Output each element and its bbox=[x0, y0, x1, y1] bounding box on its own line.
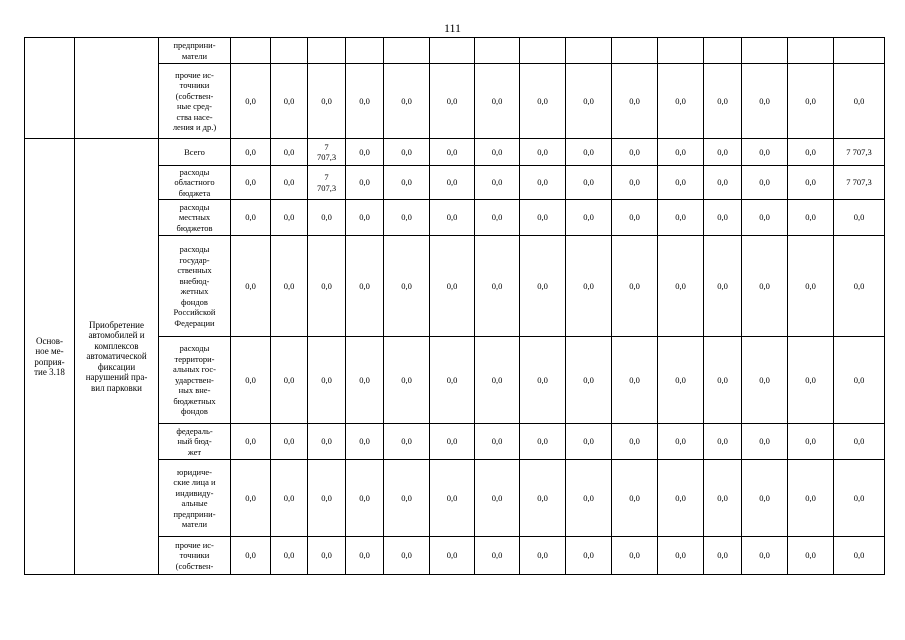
value-cell: 0,0 bbox=[742, 139, 788, 166]
value-cell: 0,0 bbox=[520, 166, 566, 200]
value-cell: 0,0 bbox=[742, 166, 788, 200]
value-cell: 0,0 bbox=[520, 64, 566, 139]
funding-source-cell: расходы местных бюджетов bbox=[159, 200, 231, 236]
value-cell: 0,0 bbox=[520, 139, 566, 166]
table-row bbox=[25, 139, 885, 166]
value-cell: 0,0 bbox=[520, 460, 566, 537]
value-cell: 0,0 bbox=[271, 337, 308, 424]
value-cell: 0,0 bbox=[520, 337, 566, 424]
value-cell: 0,0 bbox=[704, 537, 742, 575]
value-cell: 0,0 bbox=[834, 236, 885, 337]
value-cell bbox=[308, 38, 346, 64]
value-cell: 0,0 bbox=[384, 64, 430, 139]
value-cell: 0,0 bbox=[308, 460, 346, 537]
value-cell: 0,0 bbox=[612, 460, 658, 537]
value-cell: 0,0 bbox=[308, 64, 346, 139]
value-cell: 0,0 bbox=[566, 166, 612, 200]
value-cell bbox=[271, 38, 308, 64]
value-cell: 0,0 bbox=[430, 64, 475, 139]
value-cell: 0,0 bbox=[612, 166, 658, 200]
value-cell: 0,0 bbox=[231, 537, 271, 575]
value-cell: 0,0 bbox=[612, 200, 658, 236]
value-cell: 0,0 bbox=[430, 236, 475, 337]
value-cell: 0,0 bbox=[346, 64, 384, 139]
value-cell: 0,0 bbox=[566, 139, 612, 166]
value-cell: 0,0 bbox=[231, 200, 271, 236]
page-number: 111 bbox=[443, 21, 462, 35]
value-cell: 0,0 bbox=[384, 166, 430, 200]
top-code-cell bbox=[25, 38, 75, 139]
value-cell: 0,0 bbox=[566, 537, 612, 575]
value-cell: 0,0 bbox=[430, 337, 475, 424]
value-cell: 0,0 bbox=[704, 64, 742, 139]
value-cell: 0,0 bbox=[612, 537, 658, 575]
value-cell: 0,0 bbox=[384, 236, 430, 337]
funding-source-cell: расходы государ- ственных внебюд- жетных фондов Российской Федерации bbox=[159, 236, 231, 337]
value-cell: 0,0 bbox=[658, 64, 704, 139]
value-cell: 0,0 bbox=[788, 166, 834, 200]
funding-source-cell: прочие ис- точники (собствен- bbox=[159, 537, 231, 575]
value-cell: 0,0 bbox=[231, 337, 271, 424]
top-name-cell bbox=[75, 38, 159, 139]
value-cell: 0,0 bbox=[430, 139, 475, 166]
value-cell: 0,0 bbox=[271, 460, 308, 537]
value-cell: 0,0 bbox=[231, 64, 271, 139]
funding-source-cell: предприни- матели bbox=[159, 38, 231, 64]
value-cell bbox=[612, 38, 658, 64]
value-cell: 0,0 bbox=[308, 200, 346, 236]
value-cell: 0,0 bbox=[231, 166, 271, 200]
value-cell: 0,0 bbox=[566, 200, 612, 236]
value-cell: 0,0 bbox=[788, 460, 834, 537]
value-cell: 0,0 bbox=[704, 166, 742, 200]
value-cell: 0,0 bbox=[384, 337, 430, 424]
value-cell: 0,0 bbox=[475, 200, 520, 236]
value-cell: 0,0 bbox=[384, 424, 430, 460]
value-cell: 0,0 bbox=[704, 460, 742, 537]
value-cell: 0,0 bbox=[566, 337, 612, 424]
value-cell: 0,0 bbox=[430, 537, 475, 575]
funding-source-cell: Всего bbox=[159, 139, 231, 166]
value-cell: 0,0 bbox=[566, 64, 612, 139]
value-cell: 0,0 bbox=[231, 460, 271, 537]
value-cell: 0,0 bbox=[231, 236, 271, 337]
value-cell: 0,0 bbox=[704, 424, 742, 460]
value-cell: 0,0 bbox=[742, 537, 788, 575]
value-cell: 0,0 bbox=[520, 200, 566, 236]
budget-table bbox=[24, 37, 885, 575]
value-cell: 0,0 bbox=[612, 236, 658, 337]
value-cell: 0,0 bbox=[271, 64, 308, 139]
value-cell bbox=[384, 38, 430, 64]
value-cell: 0,0 bbox=[308, 537, 346, 575]
value-cell: 0,0 bbox=[612, 64, 658, 139]
value-cell: 0,0 bbox=[742, 460, 788, 537]
value-cell: 0,0 bbox=[430, 460, 475, 537]
value-cell: 0,0 bbox=[658, 460, 704, 537]
value-cell bbox=[346, 38, 384, 64]
value-cell: 0,0 bbox=[788, 200, 834, 236]
value-cell: 0,0 bbox=[834, 537, 885, 575]
value-cell bbox=[704, 38, 742, 64]
value-cell: 0,0 bbox=[346, 236, 384, 337]
funding-source-cell: прочие ис- точники (собствен- ные сред- ства насе- ления и др.) bbox=[159, 64, 231, 139]
funding-source-cell: федераль- ный бюд- жет bbox=[159, 424, 231, 460]
value-cell: 0,0 bbox=[231, 424, 271, 460]
value-cell: 0,0 bbox=[658, 139, 704, 166]
value-cell: 0,0 bbox=[788, 537, 834, 575]
value-cell: 0,0 bbox=[742, 424, 788, 460]
value-cell: 0,0 bbox=[658, 166, 704, 200]
value-cell: 0,0 bbox=[834, 424, 885, 460]
value-cell: 0,0 bbox=[742, 236, 788, 337]
value-cell: 0,0 bbox=[475, 64, 520, 139]
value-cell: 0,0 bbox=[612, 337, 658, 424]
event-code-cell: Основ- ное ме- роприя- тие 3.18 bbox=[25, 139, 75, 575]
value-cell: 0,0 bbox=[566, 424, 612, 460]
value-cell: 0,0 bbox=[346, 139, 384, 166]
value-cell: 0,0 bbox=[834, 337, 885, 424]
value-cell: 0,0 bbox=[475, 139, 520, 166]
value-cell bbox=[520, 38, 566, 64]
value-cell: 0,0 bbox=[475, 166, 520, 200]
value-cell: 0,0 bbox=[384, 139, 430, 166]
value-cell: 0,0 bbox=[308, 424, 346, 460]
value-cell: 0,0 bbox=[231, 139, 271, 166]
value-cell: 0,0 bbox=[520, 236, 566, 337]
value-cell: 0,0 bbox=[658, 236, 704, 337]
value-cell: 0,0 bbox=[658, 200, 704, 236]
value-cell: 7 707,3 bbox=[834, 166, 885, 200]
value-cell: 0,0 bbox=[346, 424, 384, 460]
value-cell: 0,0 bbox=[658, 424, 704, 460]
value-cell: 0,0 bbox=[271, 424, 308, 460]
value-cell: 7 707,3 bbox=[308, 166, 346, 200]
table-row bbox=[25, 38, 885, 64]
value-cell: 0,0 bbox=[612, 424, 658, 460]
value-cell: 0,0 bbox=[271, 537, 308, 575]
value-cell: 7 707,3 bbox=[834, 139, 885, 166]
value-cell: 0,0 bbox=[384, 200, 430, 236]
value-cell: 0,0 bbox=[308, 236, 346, 337]
value-cell: 0,0 bbox=[384, 537, 430, 575]
value-cell: 0,0 bbox=[704, 139, 742, 166]
value-cell: 0,0 bbox=[475, 460, 520, 537]
value-cell: 0,0 bbox=[788, 139, 834, 166]
value-cell: 0,0 bbox=[271, 200, 308, 236]
value-cell: 0,0 bbox=[834, 200, 885, 236]
value-cell: 0,0 bbox=[742, 200, 788, 236]
value-cell bbox=[788, 38, 834, 64]
value-cell: 0,0 bbox=[788, 337, 834, 424]
value-cell: 0,0 bbox=[704, 337, 742, 424]
value-cell: 0,0 bbox=[346, 166, 384, 200]
value-cell: 0,0 bbox=[430, 166, 475, 200]
value-cell: 0,0 bbox=[346, 537, 384, 575]
funding-source-cell: юридиче- ские лица и индивиду- альные предприни- матели bbox=[159, 460, 231, 537]
value-cell: 0,0 bbox=[742, 337, 788, 424]
funding-source-cell: расходы территори- альных гос- ударствен- ных вне- бюджетных фондов bbox=[159, 337, 231, 424]
value-cell bbox=[566, 38, 612, 64]
value-cell bbox=[834, 38, 885, 64]
event-name-cell: Приобретение автомобилей и комплексов автоматической фиксации нарушений пра- вил парковки bbox=[75, 139, 159, 575]
value-cell: 0,0 bbox=[788, 424, 834, 460]
value-cell: 0,0 bbox=[834, 64, 885, 139]
value-cell: 0,0 bbox=[704, 236, 742, 337]
value-cell: 0,0 bbox=[308, 337, 346, 424]
value-cell: 0,0 bbox=[704, 200, 742, 236]
value-cell: 0,0 bbox=[346, 200, 384, 236]
value-cell bbox=[231, 38, 271, 64]
value-cell: 0,0 bbox=[475, 424, 520, 460]
value-cell: 7 707,3 bbox=[308, 139, 346, 166]
value-cell: 0,0 bbox=[788, 64, 834, 139]
value-cell: 0,0 bbox=[788, 236, 834, 337]
value-cell: 0,0 bbox=[271, 236, 308, 337]
value-cell: 0,0 bbox=[658, 337, 704, 424]
value-cell: 0,0 bbox=[271, 166, 308, 200]
value-cell: 0,0 bbox=[475, 537, 520, 575]
funding-source-cell: расходы областного бюджета bbox=[159, 166, 231, 200]
value-cell bbox=[742, 38, 788, 64]
value-cell bbox=[475, 38, 520, 64]
value-cell: 0,0 bbox=[566, 460, 612, 537]
value-cell: 0,0 bbox=[612, 139, 658, 166]
value-cell: 0,0 bbox=[346, 460, 384, 537]
value-cell: 0,0 bbox=[475, 337, 520, 424]
value-cell: 0,0 bbox=[742, 64, 788, 139]
value-cell: 0,0 bbox=[384, 460, 430, 537]
value-cell bbox=[430, 38, 475, 64]
value-cell: 0,0 bbox=[271, 139, 308, 166]
value-cell bbox=[658, 38, 704, 64]
value-cell: 0,0 bbox=[658, 537, 704, 575]
value-cell: 0,0 bbox=[346, 337, 384, 424]
value-cell: 0,0 bbox=[520, 537, 566, 575]
value-cell: 0,0 bbox=[430, 200, 475, 236]
value-cell: 0,0 bbox=[430, 424, 475, 460]
value-cell: 0,0 bbox=[475, 236, 520, 337]
value-cell: 0,0 bbox=[520, 424, 566, 460]
value-cell: 0,0 bbox=[566, 236, 612, 337]
event-rows bbox=[25, 139, 885, 575]
value-cell: 0,0 bbox=[834, 460, 885, 537]
